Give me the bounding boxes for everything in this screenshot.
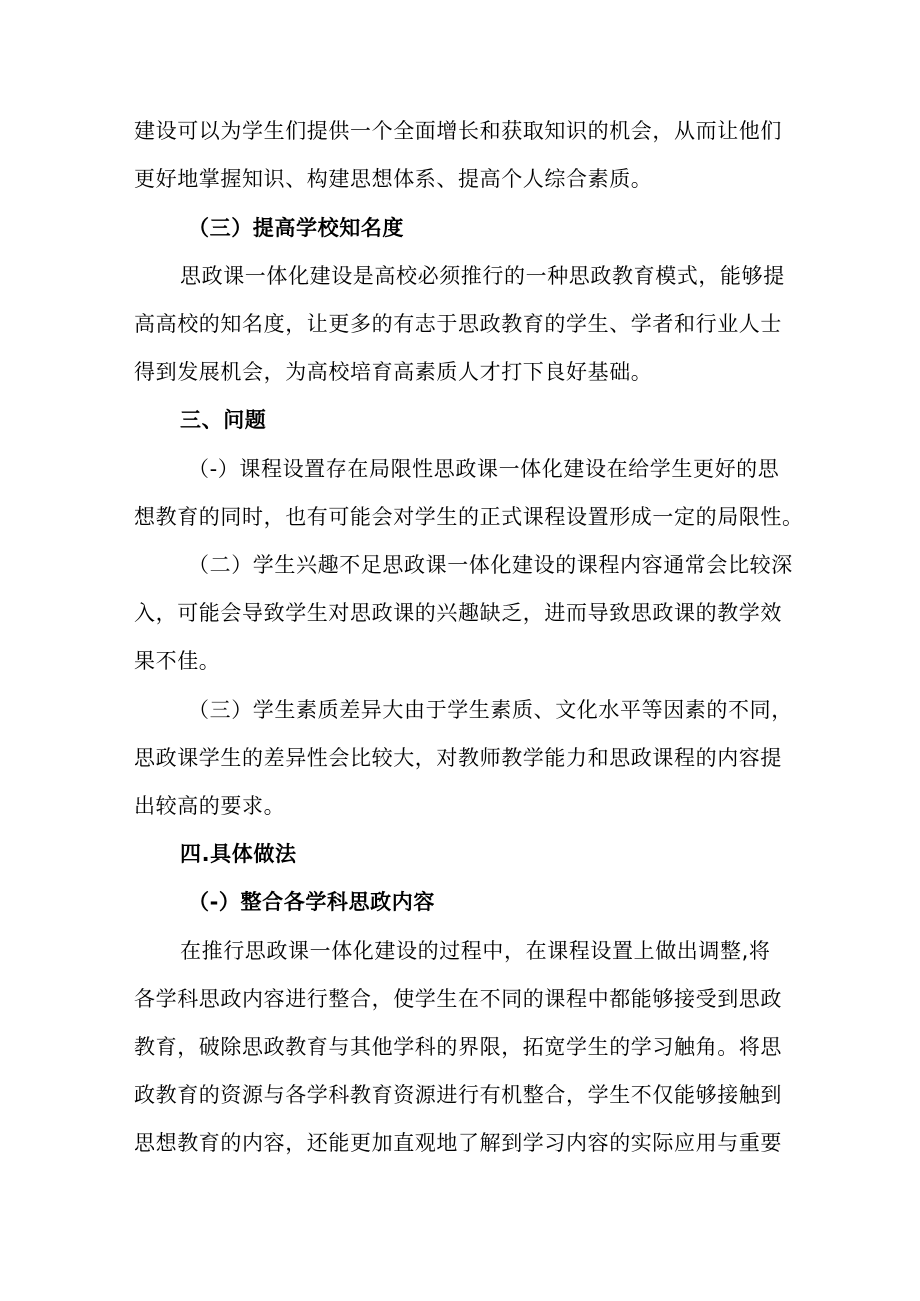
paragraph-line: 想教育的同时，也有可能会对学生的正式课程设置形成一定的局限性。 [134, 505, 804, 529]
subsection-heading: （三）提高学校知名度 [188, 216, 404, 240]
paragraph-line: 思政课学生的差异性会比较大，对教师教学能力和思政课程的内容提 [134, 746, 782, 770]
paragraph-line: （二）学生兴趣不足思政课一体化建设的课程内容通常会比较深 [188, 553, 793, 577]
subsection-heading: （-）整合各学科思政内容 [188, 890, 435, 914]
paragraph-line: 建设可以为学生们提供一个全面增长和获取知识的机会，从而让他们 [134, 119, 782, 143]
paragraph-line: 教育，破除思政教育与其他学科的界限，拓宽学生的学习触角。将思 [134, 1035, 782, 1059]
paragraph-line: 得到发展机会，为高校培育高素质人才打下良好基础。 [134, 360, 653, 384]
paragraph-line: 高高校的知名度，让更多的有志于思政教育的学生、学者和行业人士 [134, 312, 782, 336]
section-heading: 四.具体做法 [180, 842, 297, 866]
paragraph-line: 出较高的要求。 [134, 794, 286, 818]
paragraph-line: 在推行思政课一体化建设的过程中，在课程设置上做出调整,将 [180, 939, 771, 963]
section-heading: 三、问题 [180, 408, 267, 432]
paragraph-line: 更好地掌握知识、构建思想体系、提高个人综合素质。 [134, 167, 653, 191]
paragraph-line: （三）学生素质差异大由于学生素质、文化水平等因素的不同， [188, 698, 793, 722]
paragraph-line: 入，可能会导致学生对思政课的兴趣缺乏，进而导致思政课的教学效 [134, 601, 782, 625]
paragraph-line: 政教育的资源与各学科教育资源进行有机整合，学生不仅能够接触到 [134, 1083, 782, 1107]
paragraph-line: 各学科思政内容进行整合，使学生在不同的课程中都能够接受到思政 [134, 987, 782, 1011]
paragraph-line: 思政课一体化建设是高校必须推行的一种思政教育模式，能够提 [180, 264, 785, 288]
paragraph-line: （-）课程设置存在局限性思政课一体化建设在给学生更好的思 [188, 457, 780, 481]
paragraph-line: 果不佳。 [134, 649, 221, 673]
paragraph-line: 思想教育的内容，还能更加直观地了解到学习内容的实际应用与重要 [134, 1131, 782, 1155]
